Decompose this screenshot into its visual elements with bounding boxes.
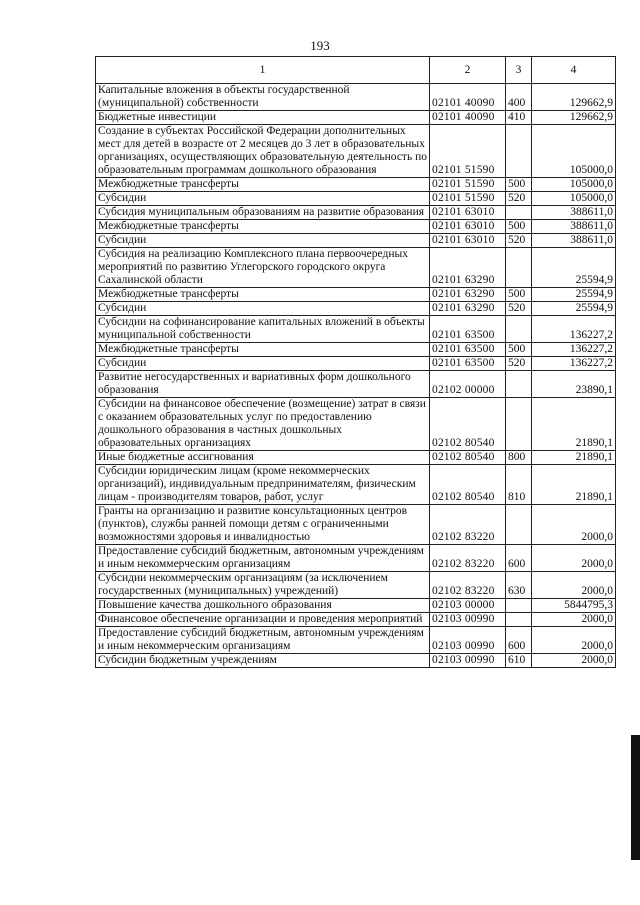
row-code-cell: 02102 83220	[430, 572, 506, 599]
table-row	[96, 343, 616, 357]
row-type-cell: 600	[506, 627, 532, 654]
row-name-cell: Создание в субъектах Российской Федерации дополнительных мест для детей в возрасте от 2 месяцев до 3 лет в образовательных организациях, осуществляющих образовательную деятельность по образовательным программам дошкольного образования	[96, 125, 430, 178]
table-row	[96, 627, 616, 654]
row-code-cell: 02101 40090	[430, 84, 506, 111]
row-code-cell: 02101 51590	[430, 125, 506, 178]
row-amount-cell: 25594,9	[532, 302, 616, 316]
row-type-cell	[506, 125, 532, 178]
row-amount-cell: 21890,1	[532, 451, 616, 465]
row-type-cell	[506, 371, 532, 398]
row-amount-cell: 129662,9	[532, 111, 616, 125]
table-row	[96, 316, 616, 343]
table-row	[96, 111, 616, 125]
row-amount-cell: 388611,0	[532, 206, 616, 220]
table-row	[96, 206, 616, 220]
table-body	[96, 84, 616, 668]
row-name-cell: Межбюджетные трансферты	[96, 288, 430, 302]
row-name-cell: Гранты на организацию и развитие консультационных центров (пунктов), службы ранней помощи детям с ограниченными возможностями здоровья и инвалидностью	[96, 505, 430, 545]
row-type-cell: 400	[506, 84, 532, 111]
table-row	[96, 248, 616, 288]
row-code-cell: 02101 40090	[430, 111, 506, 125]
row-type-cell	[506, 599, 532, 613]
row-code-cell: 02102 83220	[430, 505, 506, 545]
row-name-cell: Финансовое обеспечение организации и проведения мероприятий	[96, 613, 430, 627]
row-amount-cell: 388611,0	[532, 234, 616, 248]
row-name-cell: Капитальные вложения в объекты государственной (муниципальной) собственности	[96, 84, 430, 111]
row-name-cell: Субсидии на софинансирование капитальных вложений в объекты муниципальной собственности	[96, 316, 430, 343]
scan-edge-mark	[631, 735, 640, 860]
table-row	[96, 465, 616, 505]
table-row	[96, 288, 616, 302]
table-row	[96, 613, 616, 627]
row-code-cell: 02101 63010	[430, 234, 506, 248]
table-row	[96, 178, 616, 192]
row-amount-cell: 388611,0	[532, 220, 616, 234]
header-col-1: 1	[96, 57, 430, 84]
row-name-cell: Межбюджетные трансферты	[96, 220, 430, 234]
row-name-cell: Межбюджетные трансферты	[96, 343, 430, 357]
row-amount-cell: 2000,0	[532, 572, 616, 599]
row-code-cell: 02101 63500	[430, 316, 506, 343]
row-amount-cell: 136227,2	[532, 316, 616, 343]
row-type-cell: 630	[506, 572, 532, 599]
row-name-cell: Субсидия муниципальным образованиям на развитие образования	[96, 206, 430, 220]
row-name-cell: Субсидии юридическим лицам (кроме некоммерческих организаций), индивидуальным предпринимателям, физическим лицам - производителям товаров, работ, услуг	[96, 465, 430, 505]
row-amount-cell: 25594,9	[532, 248, 616, 288]
row-amount-cell: 105000,0	[532, 192, 616, 206]
row-type-cell	[506, 505, 532, 545]
row-type-cell: 600	[506, 545, 532, 572]
table-header-row	[96, 57, 616, 84]
row-code-cell: 02101 63010	[430, 206, 506, 220]
row-amount-cell: 136227,2	[532, 357, 616, 371]
row-code-cell: 02102 00000	[430, 371, 506, 398]
row-code-cell: 02102 80540	[430, 465, 506, 505]
header-col-4: 4	[532, 57, 616, 84]
table-row	[96, 654, 616, 668]
row-type-cell: 520	[506, 302, 532, 316]
header-col-3: 3	[506, 57, 532, 84]
row-amount-cell: 136227,2	[532, 343, 616, 357]
row-amount-cell: 21890,1	[532, 465, 616, 505]
row-type-cell	[506, 398, 532, 451]
row-code-cell: 02102 83220	[430, 545, 506, 572]
row-amount-cell: 105000,0	[532, 125, 616, 178]
row-amount-cell: 105000,0	[532, 178, 616, 192]
row-amount-cell: 5844795,3	[532, 599, 616, 613]
page-number: 193	[310, 38, 330, 53]
row-type-cell	[506, 316, 532, 343]
table-row	[96, 545, 616, 572]
row-name-cell: Субсидии бюджетным учреждениям	[96, 654, 430, 668]
row-code-cell: 02101 51590	[430, 192, 506, 206]
row-type-cell: 410	[506, 111, 532, 125]
row-name-cell: Предоставление субсидий бюджетным, автономным учреждениям и иным некоммерческим организациям	[96, 627, 430, 654]
budget-table	[95, 56, 616, 668]
row-code-cell: 02102 80540	[430, 451, 506, 465]
table-row	[96, 234, 616, 248]
row-name-cell: Субсидии	[96, 234, 430, 248]
row-code-cell: 02101 63290	[430, 288, 506, 302]
row-amount-cell: 2000,0	[532, 505, 616, 545]
row-type-cell: 520	[506, 357, 532, 371]
table-row	[96, 220, 616, 234]
row-name-cell: Субсидии	[96, 302, 430, 316]
row-type-cell	[506, 613, 532, 627]
table-row	[96, 599, 616, 613]
row-amount-cell: 2000,0	[532, 613, 616, 627]
table-row	[96, 572, 616, 599]
row-type-cell: 520	[506, 192, 532, 206]
row-type-cell	[506, 248, 532, 288]
row-amount-cell: 129662,9	[532, 84, 616, 111]
table-row	[96, 125, 616, 178]
row-name-cell: Субсидия на реализацию Комплексного плана первоочередных мероприятий по развитию Углегорского городского округа Сахалинской области	[96, 248, 430, 288]
row-name-cell: Межбюджетные трансферты	[96, 178, 430, 192]
row-amount-cell: 21890,1	[532, 398, 616, 451]
table-row	[96, 192, 616, 206]
row-type-cell: 610	[506, 654, 532, 668]
row-name-cell: Субсидии	[96, 357, 430, 371]
row-code-cell: 02103 00990	[430, 654, 506, 668]
row-code-cell: 02103 00000	[430, 599, 506, 613]
row-amount-cell: 2000,0	[532, 627, 616, 654]
row-code-cell: 02101 63500	[430, 357, 506, 371]
row-amount-cell: 2000,0	[532, 545, 616, 572]
row-name-cell: Бюджетные инвестиции	[96, 111, 430, 125]
row-amount-cell: 2000,0	[532, 654, 616, 668]
header-col-2: 2	[430, 57, 506, 84]
row-code-cell: 02103 00990	[430, 627, 506, 654]
row-code-cell: 02103 00990	[430, 613, 506, 627]
row-name-cell: Субсидии на финансовое обеспечение (возмещение) затрат в связи с оказанием образовательных услуг по предоставлению дошкольного образования в частных дошкольных образовательных организациях	[96, 398, 430, 451]
row-amount-cell: 23890,1	[532, 371, 616, 398]
row-type-cell	[506, 206, 532, 220]
row-name-cell: Развитие негосударственных и вариативных форм дошкольного образования	[96, 371, 430, 398]
table-row	[96, 451, 616, 465]
table-row	[96, 302, 616, 316]
row-name-cell: Предоставление субсидий бюджетным, автономным учреждениям и иным некоммерческим организациям	[96, 545, 430, 572]
row-code-cell: 02101 63290	[430, 248, 506, 288]
table-row	[96, 505, 616, 545]
table-row	[96, 371, 616, 398]
row-code-cell: 02101 63500	[430, 343, 506, 357]
row-name-cell: Субсидии	[96, 192, 430, 206]
row-amount-cell: 25594,9	[532, 288, 616, 302]
row-code-cell: 02101 51590	[430, 178, 506, 192]
row-name-cell: Иные бюджетные ассигнования	[96, 451, 430, 465]
row-type-cell: 810	[506, 465, 532, 505]
row-name-cell: Повышение качества дошкольного образования	[96, 599, 430, 613]
row-code-cell: 02101 63010	[430, 220, 506, 234]
table-row	[96, 357, 616, 371]
row-code-cell: 02102 80540	[430, 398, 506, 451]
row-name-cell: Субсидии некоммерческим организациям (за исключением государственных (муниципальных) учреждений)	[96, 572, 430, 599]
table-row	[96, 84, 616, 111]
table-row	[96, 398, 616, 451]
row-type-cell: 800	[506, 451, 532, 465]
row-type-cell: 500	[506, 343, 532, 357]
row-type-cell: 520	[506, 234, 532, 248]
row-type-cell: 500	[506, 220, 532, 234]
row-type-cell: 500	[506, 178, 532, 192]
row-code-cell: 02101 63290	[430, 302, 506, 316]
row-type-cell: 500	[506, 288, 532, 302]
